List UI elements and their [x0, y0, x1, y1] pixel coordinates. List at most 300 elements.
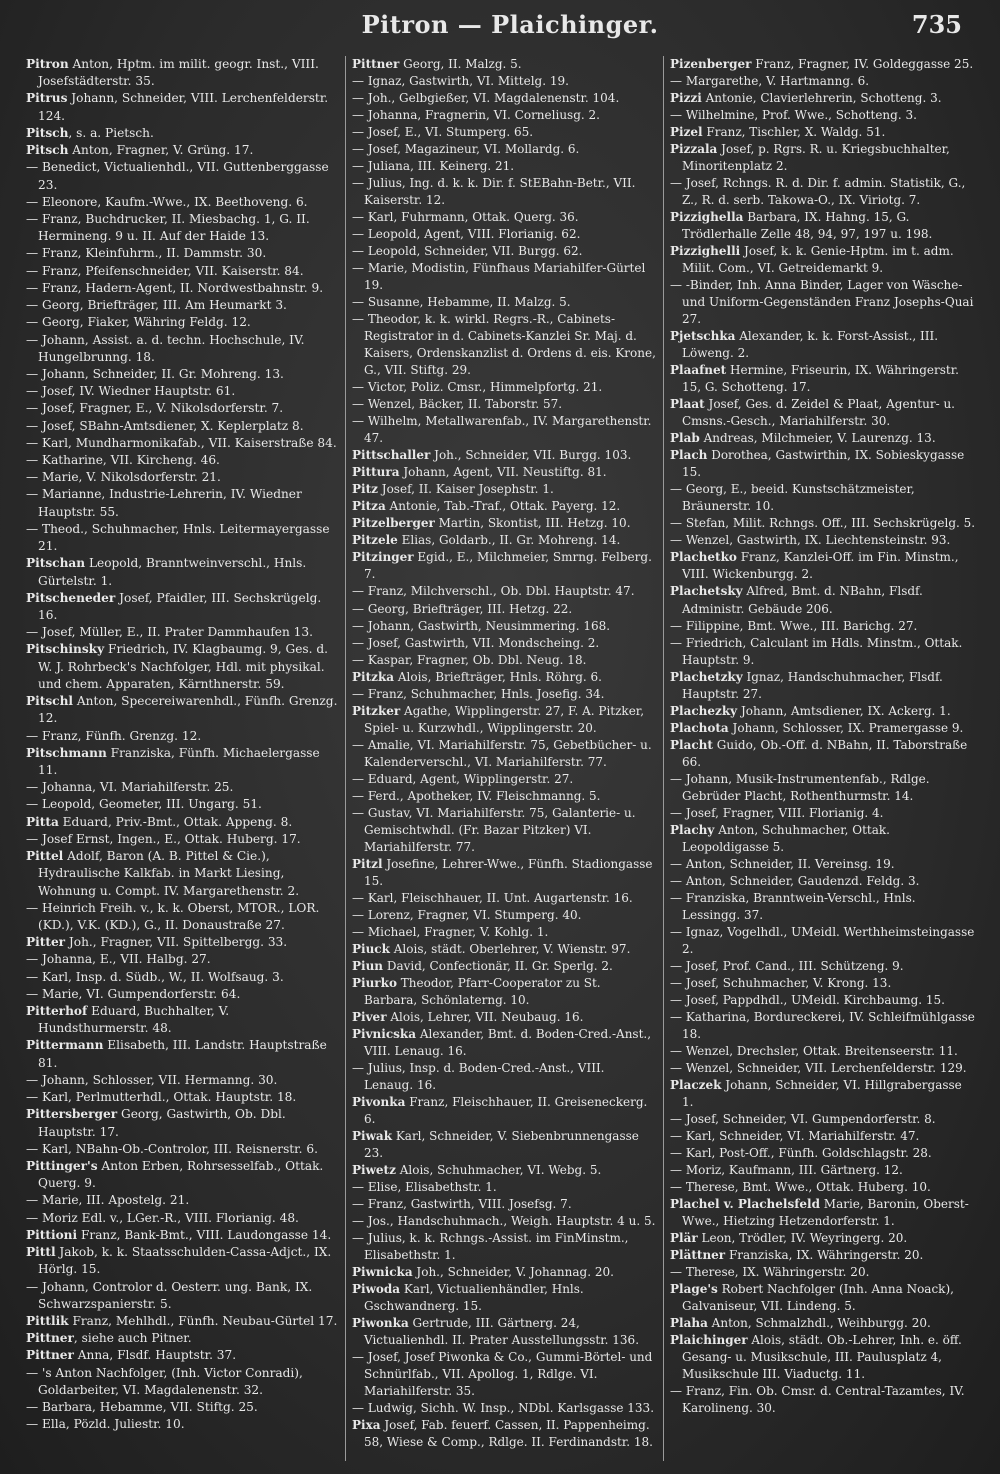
directory-entry [352, 618, 657, 635]
entry-details: — Anton, Schneider, Gaudenzd. Feldg. 3. [670, 873, 920, 888]
directory-entry [352, 924, 657, 941]
entry-details: — Josef, Prof. Cand., III. Schützeng. 9. [670, 958, 904, 973]
entry-details: — Johann, Gastwirth, Neusimmering. 168. [352, 618, 611, 633]
entry-details: Johann, Schneider, VIII. Lerchenfelderstr. 124. [38, 91, 329, 123]
directory-entry [26, 435, 339, 452]
directory-entry [352, 1196, 657, 1213]
directory-entry [352, 601, 657, 618]
entry-details: Alois, Briefträger, Hnls. Röhrg. 6. [394, 669, 602, 684]
directory-entry [26, 211, 339, 245]
entry-details: — Juliana, III. Keinerg. 21. [352, 159, 515, 174]
entry-details: — Karl, Mundharmonikafab., VII. Kaiserstraße 84. [26, 435, 337, 450]
directory-entry [670, 1281, 976, 1315]
entry-surname: Pitscheneder [26, 590, 116, 605]
entry-details: — Josef, Schuhmacher, V. Krong. 13. [670, 975, 892, 990]
entry-details: Alois, Schuhmacher, VI. Webg. 5. [395, 1163, 602, 1178]
entry-details: — Jos., Handschuhmach., Weigh. Hauptstr. 4 u. 5. [352, 1214, 656, 1229]
directory-entry [670, 549, 976, 583]
entry-details: — Theod., Schuhmacher, Hnls. Leitermayergasse 21. [26, 521, 330, 554]
entry-surname: Pizel [670, 125, 703, 140]
entry-details: — Johanna, Fragnerin, VI. Corneliusg. 2. [352, 108, 600, 123]
entry-surname: Plachetsky [670, 584, 743, 599]
entry-surname: Pittner [26, 1331, 74, 1346]
directory-entry [352, 1400, 657, 1417]
entry-surname: Plaichinger [670, 1333, 748, 1348]
directory-entry [670, 277, 976, 328]
entry-details: — Josef, Gastwirth, VII. Mondscheing. 2. [352, 635, 600, 650]
entry-surname: Pitsch [26, 143, 69, 158]
entry-details: — Franz, Pfeifenschneider, VII. Kaiserstr. 84. [26, 263, 304, 278]
entry-details: — Therese, IX. Währingerstr. 20. [670, 1265, 870, 1280]
directory-entry [352, 1315, 657, 1349]
entry-details: Franziska, IX. Währingerstr. 20. [725, 1248, 924, 1263]
entry-details: — Karl, NBahn-Ob.-Controlor, III. Reisnerstr. 6. [26, 1141, 318, 1156]
entry-details: — Susanne, Hebamme, II. Malzg. 5. [352, 295, 571, 310]
entry-details: Josefine, Lehrer-Wwe., Fünfh. Stadiongasse 15. [364, 856, 653, 888]
directory-entry [352, 447, 657, 464]
directory-entry [670, 1179, 976, 1196]
directory-entry [26, 263, 339, 280]
directory-entry [26, 1192, 339, 1209]
entry-details: — Josef Ernst, Ingen., E., Ottak. Huberg. 17. [26, 831, 301, 846]
entry-surname: Plab [670, 431, 700, 446]
entry-details: — Franz, Milchverschl., Ob. Dbl. Hauptstr. 47. [352, 584, 635, 599]
column-3 [664, 56, 982, 1461]
directory-entry [352, 907, 657, 924]
directory-entry [352, 856, 657, 890]
directory-entry [26, 969, 339, 986]
entry-surname: Plage's [670, 1282, 718, 1297]
entry-details: — Johann, Schlosser, VII. Hermanng. 30. [26, 1072, 278, 1087]
directory-entry [670, 1383, 976, 1417]
entry-details: Eduard, Priv.-Bmt., Ottak. Appeng. 8. [58, 814, 293, 829]
entry-surname: Plachetko [670, 550, 737, 565]
entry-details: Franz, Bank-Bmt., VIII. Laudongasse 14. [77, 1227, 332, 1242]
directory-entry [26, 56, 339, 90]
entry-details: — Katharine, VII. Kircheng. 46. [26, 453, 220, 468]
directory-entry [670, 1060, 976, 1077]
entry-details: Franz, Kanzlei-Off. im Fin. Minstm., VIII. Wickenburgg. 2. [682, 550, 959, 582]
entry-surname: Pittioni [26, 1227, 78, 1242]
directory-entry [352, 413, 657, 447]
entry-surname: Pitschmann [26, 745, 107, 760]
entry-surname: Piwetz [352, 1163, 396, 1178]
column-2 [346, 56, 664, 1461]
entry-surname: Pitron [26, 57, 69, 71]
entry-surname: Pitza [352, 499, 386, 514]
entry-details: Johann, Schlosser, IX. Pramergasse 9. [728, 720, 964, 735]
entry-details: Gertrude, III. Gärtnerg. 24, Victualienhdl. II. Prater Ausstellungsstr. 136. [364, 1316, 640, 1348]
directory-entry [670, 1077, 976, 1111]
directory-entry [26, 1279, 339, 1313]
entry-details: Adolf, Baron (A. B. Pittel & Cie.), Hydraulische Kalkfab. in Markt Liesing, Wohnung u. Compt. IV. Margarethenstr. 2. [38, 849, 300, 898]
directory-entry [352, 1281, 657, 1315]
entry-details: — Therese, Bmt. Wwe., Ottak. Huberg. 10. [670, 1180, 931, 1195]
entry-details: Johann, Agent, VII. Neustiftg. 81. [399, 465, 607, 480]
directory-entry [26, 590, 339, 624]
entry-details: Anton, Schuhmacher, Ottak. Leopoldigasse 5. [682, 822, 890, 854]
entry-details: Ignaz, Handschuhmacher, Flsdf. Hauptstr. 27. [682, 669, 943, 701]
directory-entry [670, 856, 976, 873]
directory-entry [352, 481, 657, 498]
entry-details: — Amalie, VI. Mariahilferstr. 75, Gebetbücher- u. Kalenderverschl., VI. Mariahilferstr. 77. [352, 737, 652, 769]
entry-details: — Ignaz, Gastwirth, VI. Mittelg. 19. [352, 74, 569, 89]
entry-surname: Piuck [352, 941, 390, 956]
directory-entry [352, 583, 657, 600]
entry-surname: Pittinger's [26, 1159, 98, 1173]
entry-details: — Josef, Fragner, VIII. Florianig. 4. [670, 805, 884, 820]
entry-details: — Josef, Fragner, E., V. Nikolsdorferstr. 7. [26, 401, 284, 416]
entry-surname: Pitz [352, 482, 378, 497]
directory-entry [352, 652, 657, 669]
entry-surname: Plachy [670, 822, 715, 837]
entry-details: — Johann, Controlor d. Oesterr. ung. Bank, IX. Schwarzspanierstr. 5. [26, 1279, 313, 1311]
entry-details: Anton, Hptm. im milit. geogr. Inst., VIII. Josefstädterstr. 35. [38, 57, 319, 89]
entry-details: Franz, Tischler, X. Waldg. 51. [702, 125, 886, 140]
directory-entry [670, 396, 976, 430]
entry-details: Josef, k. k. Genie-Hptm. im t. adm. Milit. Com., VI. Getreidemarkt 9. [682, 244, 954, 276]
directory-entry [352, 464, 657, 481]
entry-surname: Pitrus [26, 91, 68, 106]
entry-details: Alois, städt. Ob.-Lehrer, Inh. e. öff. Gesang- u. Musikschule, III. Paulusplatz 4, Musikschule III. Viaductg. 11. [682, 1333, 962, 1382]
directory-entry [352, 1026, 657, 1060]
entry-details: — Julius, Ing. d. k. k. Dir. f. StEBahn-Betr., VII. Kaiserstr. 12. [352, 176, 636, 208]
directory-entry [26, 366, 339, 383]
directory-entry [352, 703, 657, 737]
entry-details: — Theodor, k. k. wirkl. Regrs.-R., Cabinets-Registrator in d. Cabinets-Kanzlei Sr. Maj. d. Kaisers, Ordenskanzlist d. Ordens d. eis. Krone, G., VII. Stiftg. 29. [352, 312, 656, 378]
entry-details: — Georg, Briefträger, III. Hetzg. 22. [352, 601, 573, 616]
entry-surname: Pittura [352, 465, 400, 480]
directory-entry [352, 396, 657, 413]
directory-entry [670, 1009, 976, 1043]
directory-entry [26, 486, 339, 520]
entry-surname: Plaat [670, 397, 705, 412]
entry-details: Eduard, Buchhalter, V. Hundsthurmerstr. 48. [38, 1004, 230, 1036]
entry-surname: Pitzker [352, 703, 401, 718]
entry-surname: Plachetzky [670, 669, 743, 684]
entry-details: Friedrich, IV. Klagbaumg. 9, Ges. d. W. J. Rohrbeck's Nachfolger, Hdl. mit physikal. und chem. Apparaten, Kärnthnerstr. 59. [38, 642, 328, 691]
entry-surname: Pivonka [352, 1094, 406, 1109]
entry-surname: Pivnicska [352, 1026, 416, 1041]
directory-entry [26, 1365, 339, 1399]
directory-entry [670, 720, 976, 737]
directory-entry [26, 194, 339, 211]
directory-entry [26, 400, 339, 417]
entry-details: — Franz, Fin. Ob. Cmsr. d. Central-Tazamtes, IV. Karolineng. 30. [670, 1384, 965, 1416]
entry-surname: Pittner [352, 57, 400, 71]
entry-surname: Pitter [26, 935, 66, 950]
entry-details: — Leopold, Schneider, VII. Burgg. 62. [352, 244, 583, 259]
directory-entry [352, 311, 657, 379]
directory-entry [26, 142, 339, 159]
entry-details: Joh., Fragner, VII. Spittelbergg. 33. [65, 935, 288, 950]
directory-entry [352, 1060, 657, 1094]
directory-entry [670, 992, 976, 1009]
entry-details: Anton, Schmalzhdl., Weihburgg. 20. [707, 1316, 931, 1331]
entry-details: — Anton, Schneider, II. Vereinsg. 19. [670, 856, 895, 871]
entry-details: Martin, Skontist, III. Hetzg. 10. [434, 516, 631, 531]
entry-details: — Leopold, Agent, VIII. Florianig. 62. [352, 227, 581, 242]
entry-surname: Pizzi [670, 91, 702, 106]
directory-entry [670, 1162, 976, 1179]
entry-surname: Pitschinsky [26, 642, 105, 657]
entry-details: David, Confectionär, II. Gr. Sperlg. 2. [383, 958, 613, 973]
entry-details: — Josef, IV. Wiedner Hauptstr. 61. [26, 384, 236, 399]
entry-details: — Johann, Assist. a. d. techn. Hochschule, IV. Hungelbrunng. 18. [26, 332, 305, 364]
entry-details: Antonie, Clavierlehrerin, Schotteng. 3. [701, 91, 942, 106]
entry-details: Barbara, IX. Hahng. 15, G. Trödlerhalle Zelle 48, 94, 97, 197 u. 198. [682, 210, 933, 242]
entry-surname: Plachezky [670, 703, 738, 718]
directory-entry [26, 831, 339, 848]
directory-entry [352, 209, 657, 226]
directory-entry [670, 107, 976, 124]
entry-details: — Wilhelm, Metallwarenfab., IV. Margarethenstr. 47. [352, 414, 652, 446]
entry-surname: Plär [670, 1231, 698, 1246]
directory-entry [670, 1145, 976, 1162]
directory-entry [352, 175, 657, 209]
directory-entry [352, 73, 657, 90]
entry-details: Anton, Fragner, V. Grüng. 17. [68, 143, 254, 158]
directory-entry [670, 56, 976, 73]
directory-entry [670, 328, 976, 362]
entry-surname: Pizenberger [670, 57, 752, 71]
directory-entry [670, 175, 976, 209]
directory-entry [352, 107, 657, 124]
directory-entry [670, 975, 976, 992]
entry-surname: Plättner [670, 1248, 726, 1263]
directory-entry [26, 951, 339, 968]
entry-surname: Pittlik [26, 1313, 69, 1328]
entry-details: — Marie, VI. Gumpendorferstr. 64. [26, 986, 241, 1001]
entry-details: — Johann, Musik-Instrumentenfab., Rdlge. Gebrüder Placht, Rothenthurmstr. 14. [670, 771, 930, 803]
entry-surname: Piwnicka [352, 1265, 413, 1280]
entry-details: — Ella, Pözld. Juliestr. 10. [26, 1417, 185, 1432]
entry-details: — Karl, Post-Off., Fünfh. Goldschlagstr. 28. [670, 1146, 932, 1160]
entry-details: Robert Nachfolger (Inh. Anna Noack), Galvaniseur, VII. Lindeng. 5. [682, 1282, 954, 1314]
entry-details: — Victor, Poliz. Cmsr., Himmelpfortg. 21. [352, 380, 603, 395]
entry-details: Josef, Ges. d. Zeidel & Plaat, Agentur- u. Cmsns.-Gesch., Mariahilferstr. 30. [682, 397, 955, 429]
directory-entry [670, 124, 976, 141]
entry-details: — Marie, V. Nikolsdorferstr. 21. [26, 470, 221, 485]
entry-details: — Karl, Fleischhauer, II. Unt. Augartenstr. 16. [352, 890, 633, 905]
entry-details: Andreas, Milchmeier, V. Laurenzg. 13. [699, 431, 936, 446]
entry-details: — Moriz, Kaufmann, III. Gärtnerg. 12. [670, 1163, 903, 1178]
directory-entry [352, 498, 657, 515]
directory-entry [670, 73, 976, 90]
entry-details: Joh., Schneider, V. Johannag. 20. [412, 1265, 614, 1280]
entry-details: — Katharina, Bordureckerei, IV. Schleifmühlgasse 18. [670, 1009, 975, 1041]
directory-entry [670, 618, 976, 635]
directory-entry [26, 1210, 339, 1227]
entry-surname: Pixa [352, 1418, 381, 1433]
entry-details: Egid., E., Milchmeier, Smrng. Felberg. 7. [364, 550, 652, 582]
directory-entry [26, 986, 339, 1003]
directory-entry [26, 745, 339, 779]
directory-entry [670, 1315, 976, 1332]
entry-surname: Plaafnet [670, 363, 727, 378]
entry-surname: Pitterhof [26, 1004, 88, 1019]
entry-details: — Johanna, E., VII. Halbg. 27. [26, 952, 211, 967]
directory-entry [670, 890, 976, 924]
entry-details: — Johanna, VI. Mariahilferstr. 25. [26, 780, 234, 795]
entry-details: — Filippine, Bmt. Wwe., III. Barichg. 27. [670, 618, 918, 633]
directory-entry [26, 1106, 339, 1140]
directory-entry [670, 447, 976, 481]
entry-details: — 's Anton Nachfolger, (Inh. Victor Conradi), Goldarbeiter, VI. Magdalenenstr. 32. [26, 1365, 303, 1397]
entry-details: — Julius, Insp. d. Boden-Cred.-Anst., VIII. Lenaug. 16. [352, 1060, 605, 1092]
entry-details: — Eleonore, Kaufm.-Wwe., IX. Beethoveng. 6. [26, 194, 308, 209]
directory-entry [352, 226, 657, 243]
entry-details: Agathe, Wipplingerstr. 27, F. A. Pitzker, Spiel- u. Kurzwhdl., Wipplingerstr. 20. [364, 703, 645, 735]
directory-entry [26, 469, 339, 486]
entry-details: — Moriz Edl. v., LGer.-R., VIII. Florianig. 48. [26, 1210, 299, 1225]
directory-entry [670, 1264, 976, 1281]
directory-entry [352, 294, 657, 311]
directory-entry [26, 848, 339, 900]
directory-entry [352, 771, 657, 788]
entry-details: — Josef, E., VI. Stumperg. 65. [352, 125, 534, 140]
directory-entry [670, 362, 976, 396]
directory-entry [352, 941, 657, 958]
directory-entry [352, 1230, 657, 1264]
directory-entry [352, 737, 657, 771]
directory-entry [352, 90, 657, 107]
directory-entry [670, 703, 976, 720]
entry-details: , siehe auch Pitner. [73, 1331, 192, 1346]
directory-entry [352, 141, 657, 158]
entry-details: — Franz, Hadern-Agent, II. Nordwestbahnstr. 9. [26, 280, 324, 295]
directory-entry [670, 141, 976, 175]
entry-details: — Georg, Fiaker, Währing Feldg. 12. [26, 315, 251, 330]
entry-surname: Piver [352, 1009, 387, 1024]
directory-entry [670, 515, 976, 532]
entry-details: — -Binder, Inh. Anna Binder, Lager von Wäsche- und Uniform-Gegenständen Franz Josephs-Quai 27. [670, 278, 974, 327]
entry-details: Leon, Trödler, IV. Weyringerg. 20. [697, 1231, 908, 1246]
entry-surname: Pitzka [352, 669, 395, 684]
directory-entry [26, 1399, 339, 1416]
directory-entry [26, 1003, 339, 1037]
entry-details: Josef, II. Kaiser Josephstr. 1. [377, 482, 554, 497]
directory-entry [670, 635, 976, 669]
entry-surname: Piwak [352, 1128, 393, 1143]
entry-details: — Kaspar, Fragner, Ob. Dbl. Neug. 18. [352, 652, 587, 667]
entry-details: Alexander, k. k. Forst-Assist., III. Löweng. 2. [682, 329, 939, 361]
entry-details: Johann, Amtsdiener, IX. Ackerg. 1. [737, 703, 951, 718]
entry-details: — Karl, Fuhrmann, Ottak. Querg. 36. [352, 210, 579, 225]
directory-entry [26, 555, 339, 589]
entry-surname: Pitta [26, 814, 59, 829]
directory-entry [26, 934, 339, 951]
entry-details: — Elise, Elisabethstr. 1. [352, 1180, 497, 1195]
entry-surname: Pittermann [26, 1038, 104, 1053]
directory-entry [26, 1313, 339, 1330]
directory-entry [352, 975, 657, 1009]
directory-entry [352, 515, 657, 532]
directory-entry [352, 686, 657, 703]
entry-surname: Pizzighelli [670, 244, 741, 259]
directory-entry [352, 1417, 657, 1451]
directory-entry [26, 1244, 339, 1278]
directory-entry [352, 788, 657, 805]
directory-entry [26, 779, 339, 796]
entry-surname: Pitzelberger [352, 516, 435, 531]
entry-details: — Marie, Modistin, Fünfhaus Mariahilfer-Gürtel 19. [352, 261, 646, 293]
entry-surname: Pittner [26, 1348, 74, 1363]
entry-details: — Wenzel, Gastwirth, IX. Liechtensteinstr. 93. [670, 533, 951, 548]
entry-details: — Franziska, Branntwein-Verschl., Hnls. Lessingg. 37. [670, 890, 916, 922]
entry-details: — Ferd., Apotheker, IV. Fleischmanng. 5. [352, 788, 601, 803]
directory-entry [670, 958, 976, 975]
directory-entry [26, 900, 339, 934]
entry-surname: Pitzele [352, 533, 398, 548]
entry-details: — Franz, Buchdrucker, II. Miesbachg. 1, G. II. Hermineng. 9 u. II. Auf der Haide 13. [26, 211, 310, 244]
entry-details: Franz, Mehlhdl., Fünfh. Neubau-Gürtel 17. [68, 1313, 338, 1328]
entry-details: — Karl, Perlmutterhdl., Ottak. Hauptstr. 18. [26, 1090, 297, 1105]
entry-details: — Margarethe, V. Hartmanng. 6. [670, 74, 870, 89]
entry-surname: Piurko [352, 975, 397, 990]
entry-surname: Piwoda [352, 1282, 401, 1297]
entry-details: — Michael, Fragner, V. Kohlg. 1. [352, 924, 549, 939]
directory-entry [26, 297, 339, 314]
directory-entry [670, 1230, 976, 1247]
entry-details: — Franz, Fünfh. Grenzg. 12. [26, 728, 202, 743]
entry-details: Guido, Ob.-Off. d. NBahn, II. Taborstraße 66. [682, 737, 968, 769]
directory-entry [26, 383, 339, 400]
entry-details: — Wenzel, Bäcker, II. Taborstr. 57. [352, 397, 563, 412]
columns [20, 56, 982, 1461]
entry-surname: Pitschl [26, 694, 74, 709]
entry-details: Elisabeth, III. Landstr. Hauptstraße 81. [38, 1038, 327, 1070]
entry-surname: Pittl [26, 1245, 56, 1260]
entry-surname: Pitzinger [352, 550, 414, 565]
entry-details: — Georg, E., beeid. Kunstschätzmeister, Bräunerstr. 10. [670, 482, 915, 514]
directory-entry [26, 693, 339, 727]
entry-surname: Pitschan [26, 556, 86, 571]
entry-details: Josef, p. Rgrs. R. u. Kriegsbuchhalter, Minoritenplatz 2. [682, 142, 950, 174]
directory-entry [352, 158, 657, 175]
entry-details: — Josef, Josef Piwonka & Co., Gummi-Börtel- und Schnürlfab., VII. Apollog. 1, Rdlge. VI. Mariahilferstr. 35. [352, 1350, 653, 1399]
entry-surname: Plaha [670, 1316, 708, 1331]
entry-details: — Wenzel, Drechsler, Ottak. Breitenseerstr. 11. [670, 1043, 958, 1058]
entry-details: — Wilhelmine, Prof. Wwe., Schotteng. 3. [670, 108, 917, 123]
entry-details: Joh., Schneider, VII. Burgg. 103. [430, 448, 632, 463]
entry-details: Anton, Specereiwarenhdl., Fünfh. Grenzg. 12. [38, 694, 338, 726]
entry-details: — Marie, III. Apostelg. 21. [26, 1193, 190, 1208]
directory-entry [670, 1043, 976, 1060]
entry-details: Franziska, Fünfh. Michaelergasse 11. [38, 745, 320, 777]
directory-entry [670, 737, 976, 771]
entry-details: — Josef, Schneider, VI. Gumpendorferstr. 8. [670, 1111, 936, 1126]
directory-entry [26, 452, 339, 469]
entry-details: — Heinrich Freih. v., k. k. Oberst, MTOR., LOR. (KD.), V.K. (KD.), G., II. Donaustraße 27. [26, 900, 320, 932]
entry-details: Elias, Goldarb., II. Gr. Mohreng. 14. [397, 533, 621, 548]
directory-entry [352, 124, 657, 141]
directory-entry [352, 805, 657, 856]
entry-details: — Josef, Müller, E., II. Prater Dammhaufen 13. [26, 625, 313, 640]
entry-details: — Marianne, Industrie-Lehrerin, IV. Wiedner Hauptstr. 55. [26, 487, 302, 519]
entry-details: Alois, Lehrer, VII. Neubaug. 16. [386, 1009, 584, 1024]
entry-details: Josef, Pfaidler, III. Sechskrügelg. 16. [38, 590, 322, 622]
directory-entry [670, 90, 976, 107]
directory-entry [670, 1332, 976, 1383]
entry-details: — Stefan, Milit. Rchngs. Off., III. Sechskrügelg. 5. [670, 516, 976, 531]
entry-surname: Pizzala [670, 142, 718, 157]
entry-details: — Gustav, VI. Mariahilferstr. 75, Galanterie- u. Gemischtwhdl. (Fr. Bazar Pitzker) VI. Mariahilferstr. 77. [352, 805, 636, 854]
directory-entry [670, 669, 976, 703]
entry-details: — Georg, Briefträger, III. Am Heumarkt 3. [26, 298, 287, 313]
entry-details: Anna, Flsdf. Hauptstr. 37. [73, 1348, 237, 1363]
entry-details: — Johann, Schneider, II. Gr. Mohreng. 13. [26, 366, 284, 381]
